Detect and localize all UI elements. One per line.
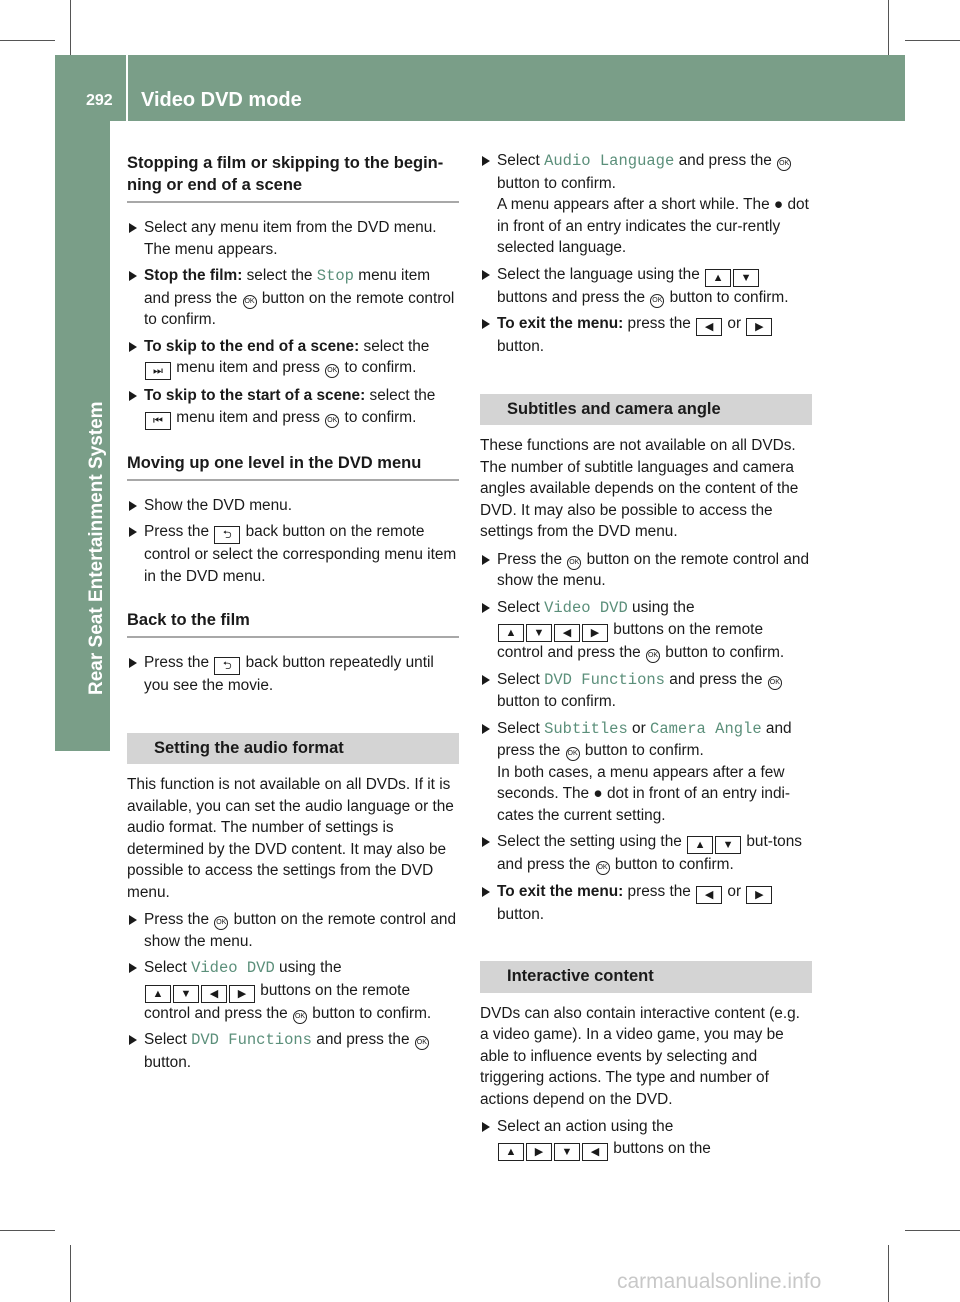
right-icon: ▶: [526, 1143, 552, 1161]
left-icon: ◀: [696, 886, 722, 904]
page-number: 292: [86, 92, 113, 109]
menu-item-code: Video DVD: [544, 598, 628, 617]
step-text: select the: [359, 337, 430, 355]
step: [127, 909, 459, 952]
step-text: button to confirm.: [661, 644, 785, 661]
back-heading: Back to the film: [127, 609, 459, 638]
step-text: menu item and press: [172, 359, 325, 376]
right-icon: ▶: [229, 985, 255, 1003]
dot-icon: ●: [773, 196, 784, 213]
left-icon: ◀: [696, 318, 722, 336]
crop-mark: [0, 1230, 55, 1231]
step-text: and press the: [311, 1031, 414, 1048]
step-label: Stop the film:: [144, 267, 243, 284]
menu-item-code: Subtitles: [544, 719, 628, 738]
right-icon: ▶: [582, 624, 608, 642]
step-text: Select: [497, 598, 545, 616]
step: [480, 313, 812, 358]
subtitles-heading: Subtitles and camera angle: [480, 394, 812, 426]
ok-icon: OK: [777, 157, 791, 171]
audio-heading: Setting the audio format: [127, 733, 459, 765]
step: [127, 385, 459, 430]
step: [127, 521, 459, 587]
step-text: button to confirm.: [497, 174, 616, 192]
step: [127, 336, 459, 381]
ok-icon: OK: [293, 1010, 307, 1024]
ok-icon: OK: [596, 861, 610, 875]
step-text: menu item and press the: [144, 267, 431, 307]
ok-icon: OK: [768, 676, 782, 690]
step-text: Select: [497, 719, 545, 737]
menu-item-code: Stop: [316, 267, 354, 285]
step-text: buttons and press the: [497, 288, 650, 306]
step: [127, 217, 459, 260]
left-column: [127, 150, 459, 1078]
step: [480, 549, 812, 592]
ok-icon: OK: [243, 295, 257, 309]
step-label: To skip to the start of a scene:: [144, 387, 366, 404]
left-icon: ◀: [201, 985, 227, 1003]
step-text: button.: [144, 1053, 192, 1071]
step-text: dot in front of an entry indicates the cur-rently selected language.: [497, 196, 809, 256]
step-text: Select: [144, 1031, 192, 1048]
step-text: Select the setting using the: [497, 833, 687, 850]
step-text: back button repeatedly until you see the movie.: [144, 654, 434, 694]
crop-mark: [70, 1245, 71, 1302]
crop-mark: [888, 1245, 889, 1302]
step-text: dot in front of an entry indi-cates the current setting.: [497, 785, 791, 824]
ok-icon: OK: [650, 294, 664, 308]
step-text: and press the: [664, 670, 767, 688]
step-text: press the: [623, 882, 696, 900]
paragraph: These functions are not available on all DVDs. The number of subtitle languages and camera angles available depends on the content of the DVD. It may also be possible to access the settings from the DVD menu.: [480, 437, 799, 540]
interactive-heading: Interactive content: [480, 961, 812, 993]
step-text: button to confirm.: [308, 1004, 432, 1022]
crop-mark: [70, 0, 71, 55]
step-text: button to confirm.: [497, 693, 616, 710]
step-text: Select: [144, 959, 192, 976]
step-text: Press the: [144, 654, 214, 671]
step-text: button.: [497, 905, 545, 923]
menu-item-code: DVD Functions: [544, 670, 665, 689]
up-icon: ▲: [705, 269, 731, 287]
left-icon: ◀: [554, 624, 580, 642]
step-text: Select the language using the: [497, 265, 705, 283]
up-icon: ▲: [687, 836, 713, 854]
step-text: button on the remote control to confirm.: [144, 289, 455, 328]
ok-icon: OK: [567, 556, 581, 570]
step-text: to confirm.: [340, 359, 417, 376]
step-text: Select an action using the: [497, 1118, 674, 1135]
step-text: back button on the remote control or select the corresponding menu item in the DVD menu.: [144, 523, 457, 585]
step-text: and press the: [497, 719, 792, 759]
left-icon: ◀: [582, 1143, 608, 1161]
step-label: To exit the menu:: [497, 882, 624, 900]
crop-mark: [888, 0, 889, 55]
paragraph: DVDs can also contain interactive content (e.g. a video game). In a video game, you may be able to influence events by selecting and triggering actions. The type and number of actions depend on the DVD.: [480, 1004, 800, 1108]
dot-icon: ●: [593, 785, 603, 802]
step-text: A menu appears after a short while. The: [497, 196, 774, 213]
menu-item-code: Camera Angle: [650, 719, 762, 738]
step: [480, 597, 812, 664]
ok-icon: OK: [325, 364, 339, 378]
stop-heading: Stopping a film or skipping to the begin-ning or end of a scene: [127, 152, 459, 203]
step: [127, 957, 459, 1024]
step: [127, 1029, 459, 1073]
step-text: Show the DVD menu.: [144, 496, 292, 514]
crop-mark: [905, 40, 960, 41]
ok-icon: OK: [646, 649, 660, 663]
step-text: menu item and press: [172, 408, 325, 426]
down-icon: ▼: [715, 836, 741, 854]
step-text: or: [723, 315, 746, 332]
right-column: [480, 150, 812, 1166]
step-text: but-tons and press the: [497, 833, 802, 873]
step-label: To skip to the end of a scene:: [144, 337, 360, 355]
step-text: or: [627, 719, 651, 737]
menu-item-code: DVD Functions: [191, 1031, 312, 1049]
step-text: and press the: [674, 152, 777, 169]
step-text: buttons on the remote control and press the: [497, 621, 764, 661]
step-text: button to confirm.: [580, 742, 704, 759]
down-icon: ▼: [173, 985, 199, 1003]
step: [127, 265, 459, 331]
header-divider: [126, 55, 128, 121]
menu-item-code: Video DVD: [191, 959, 275, 977]
step-text: to confirm.: [340, 408, 417, 426]
step-text: buttons on the remote control and press the: [144, 981, 411, 1022]
step-text: Select any menu item from the DVD menu. The menu appears.: [144, 219, 437, 258]
step-text: In both cases, a menu appears after a few seconds. The: [497, 763, 785, 802]
ok-icon: OK: [325, 414, 339, 428]
ok-icon: OK: [214, 916, 228, 930]
back-icon: ⮌: [214, 526, 240, 544]
skip-forward-icon: ⏭: [145, 362, 171, 380]
crop-mark: [0, 40, 55, 41]
moving-heading: Moving up one level in the DVD menu: [127, 452, 459, 481]
step-text: button to confirm.: [610, 856, 734, 873]
step-text: or: [723, 882, 746, 900]
down-icon: ▼: [733, 269, 759, 287]
crop-mark: [905, 1230, 960, 1231]
step: [127, 495, 459, 517]
step: [480, 669, 812, 713]
step: [480, 831, 812, 876]
step-text: button to confirm.: [665, 288, 789, 306]
down-icon: ▼: [554, 1143, 580, 1161]
right-icon: ▶: [746, 886, 772, 904]
side-tab-label: Rear Seat Entertainment System: [86, 401, 107, 695]
step: [127, 652, 459, 697]
up-icon: ▲: [498, 624, 524, 642]
step: [480, 264, 812, 309]
step-label: To exit the menu:: [497, 315, 624, 332]
step: [480, 150, 812, 259]
step-text: select the: [242, 267, 317, 284]
section-title: Video DVD mode: [141, 89, 302, 111]
step-text: buttons on the: [609, 1139, 711, 1157]
up-icon: ▲: [498, 1143, 524, 1161]
step-text: Press the: [497, 550, 567, 568]
step-text: Press the: [144, 911, 214, 928]
ok-icon: OK: [415, 1036, 429, 1050]
back-icon: ⮌: [214, 657, 240, 675]
step-text: using the: [274, 959, 342, 976]
watermark: carmanualsonline.info: [617, 1270, 822, 1293]
paragraph: This function is not available on all DVDs. If it is available, you can set the audio language or the audio format. The number of settings is determined by the DVD content. It may also be possible to access the settings from the DVD menu.: [127, 776, 454, 901]
step: [480, 718, 812, 827]
step-text: button on the remote control and show the menu.: [144, 911, 457, 950]
step-text: Select: [497, 152, 545, 169]
step-text: Press the: [144, 523, 214, 540]
down-icon: ▼: [526, 624, 552, 642]
skip-back-icon: ⏮: [145, 412, 171, 430]
up-icon: ▲: [145, 985, 171, 1003]
step-text: Select: [497, 670, 545, 688]
ok-icon: OK: [566, 747, 580, 761]
right-icon: ▶: [746, 318, 772, 336]
step-text: using the: [627, 598, 695, 616]
step-text: button on the remote control and show the menu.: [497, 550, 810, 589]
step: [480, 1116, 812, 1161]
step-text: select the: [365, 387, 436, 404]
step-text: press the: [623, 315, 696, 332]
step-text: button.: [497, 338, 545, 355]
menu-item-code: Audio Language: [544, 152, 675, 170]
step: [480, 881, 812, 926]
